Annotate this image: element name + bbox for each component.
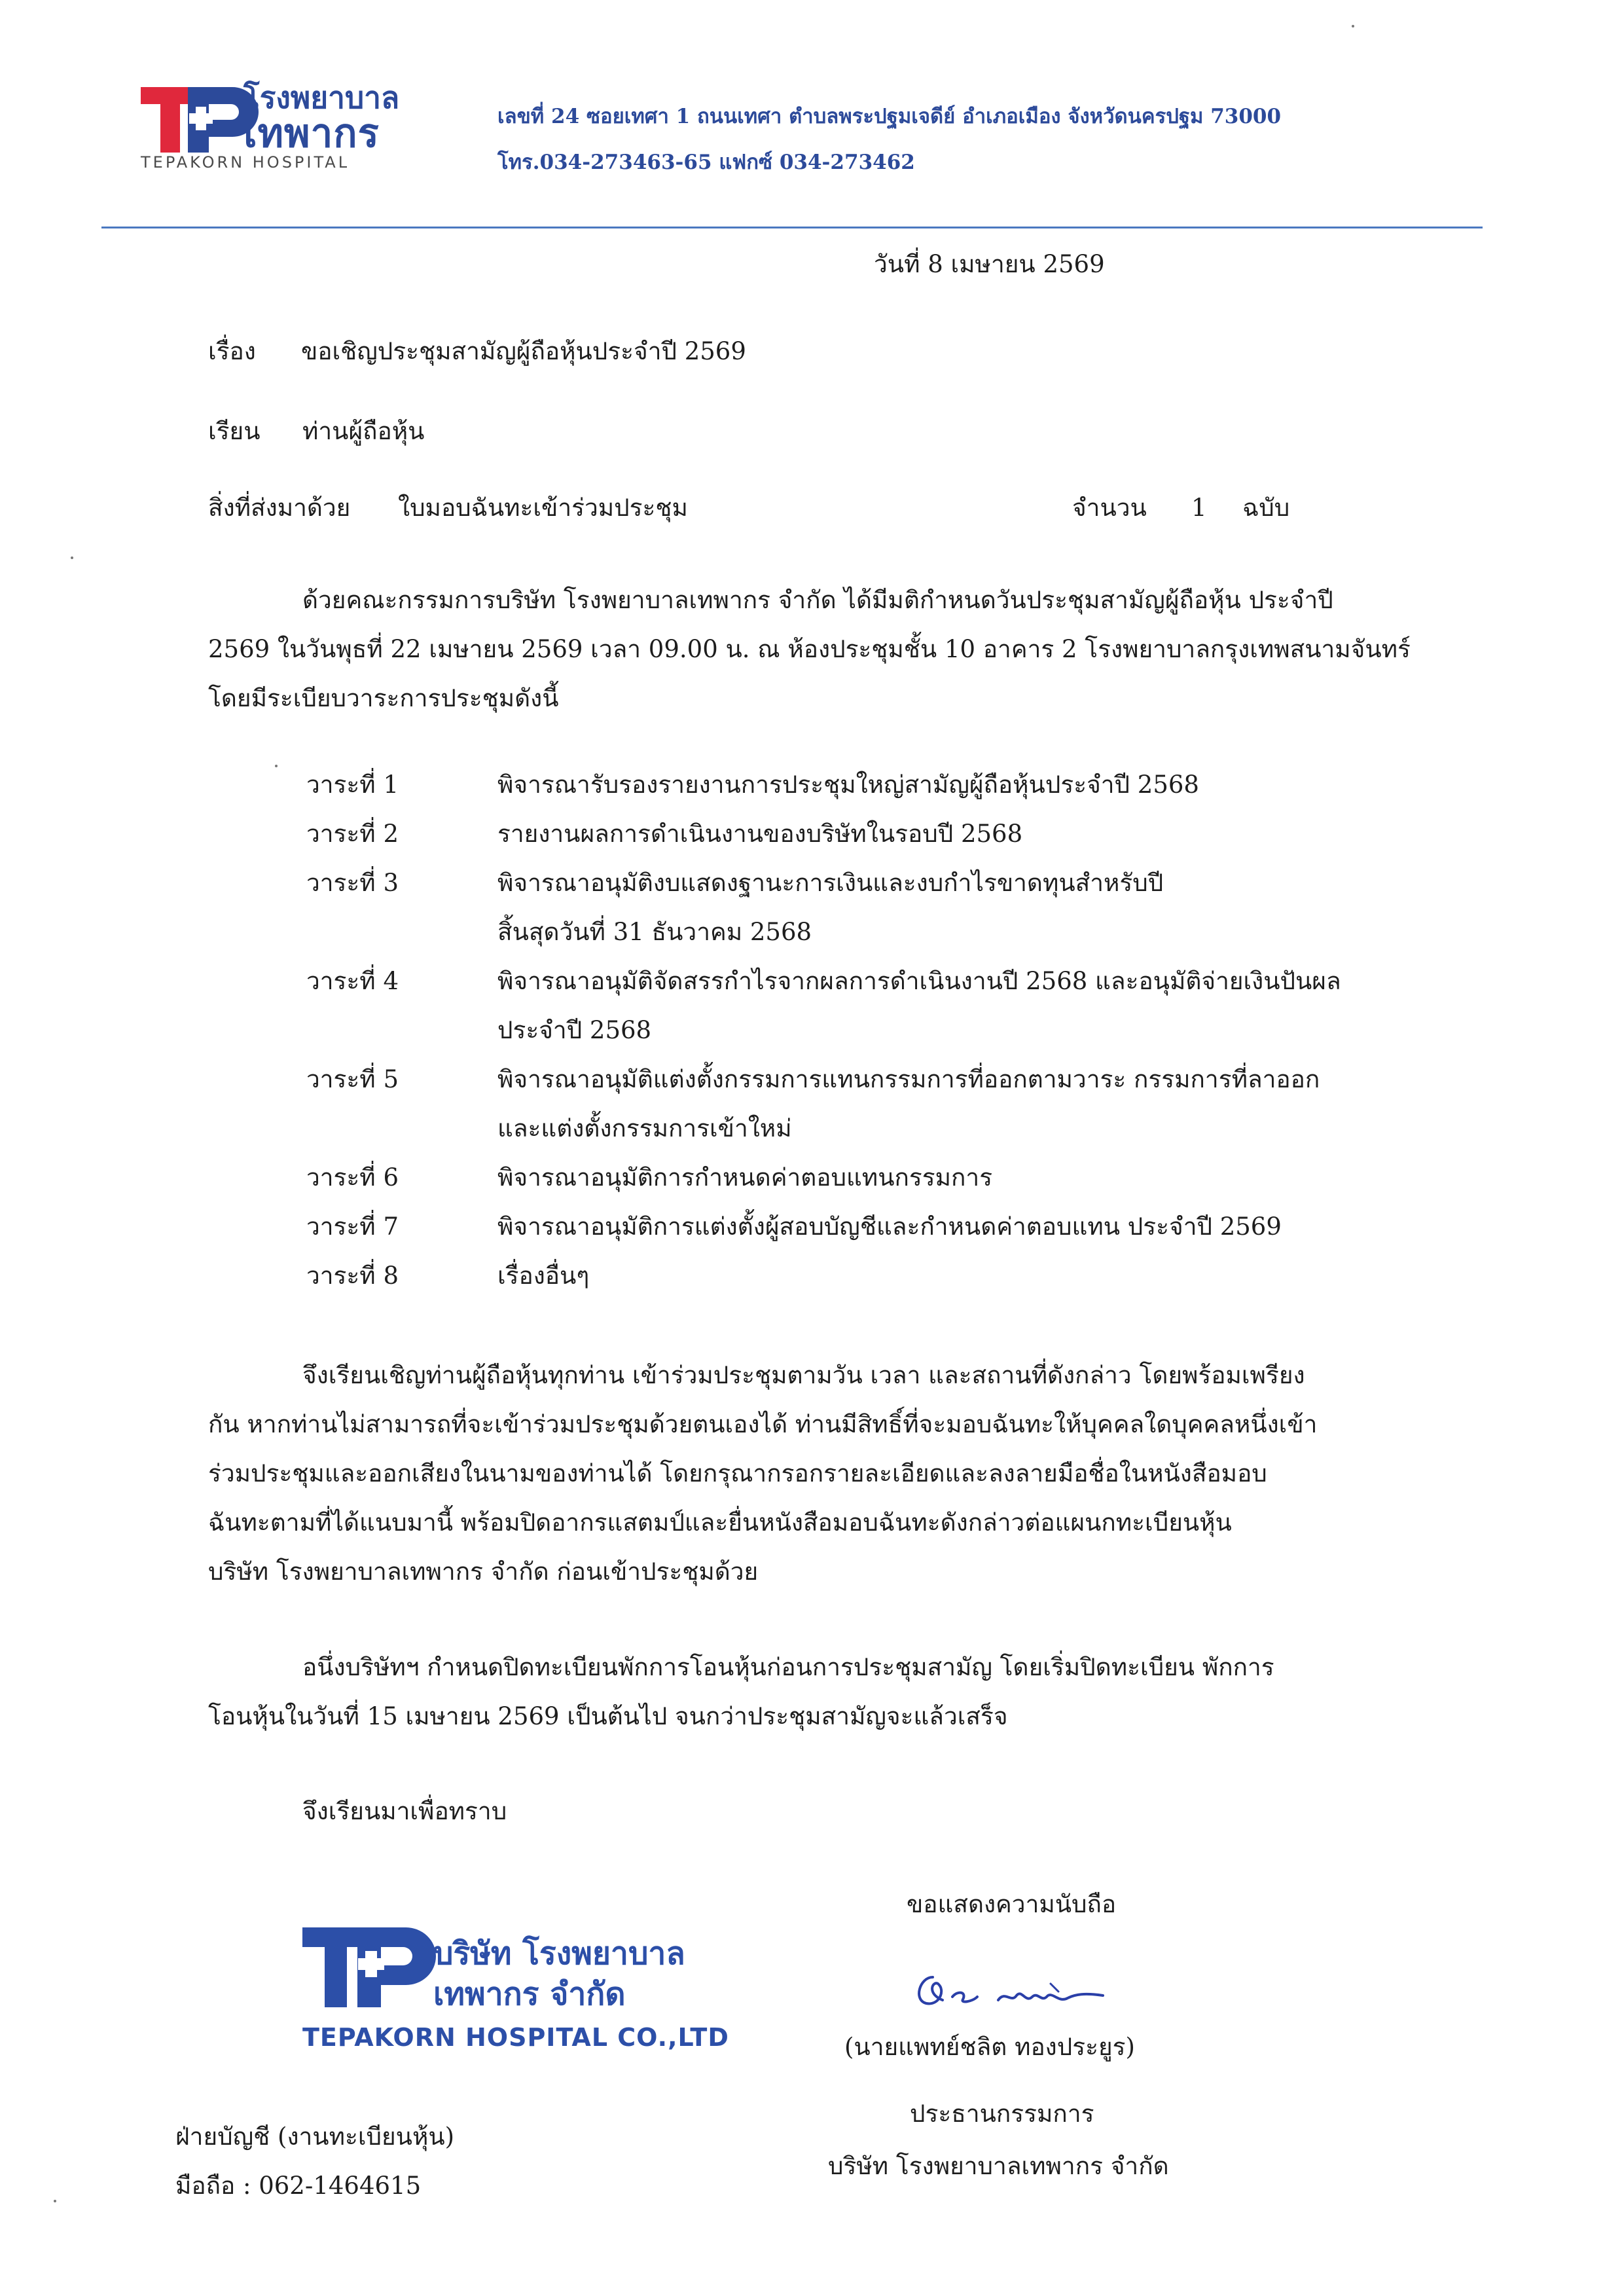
agenda-text: และแต่งตั้งกรรมการเข้าใหม่	[497, 1114, 792, 1142]
agenda-label: วาระที่ 5	[306, 1065, 399, 1093]
para2-line: บริษัท โรงพยาบาลเทพากร จำกัด ก่อนเข้าประชุมด้วย	[208, 1558, 759, 1586]
enclosure-qty: 1	[1191, 494, 1207, 522]
agenda-label: วาระที่ 4	[306, 967, 399, 995]
brand-name-english: TEPAKORN HOSPITAL	[141, 153, 350, 172]
subject-text: ขอเชิญประชุมสามัญผู้ถือหุ้นประจำปี 2569	[301, 337, 746, 365]
header-divider	[101, 227, 1483, 228]
agenda-text: เรื่องอื่นๆ	[497, 1262, 590, 1290]
scan-speck	[54, 2200, 56, 2202]
enclosure-qty-label: จำนวน	[1072, 494, 1147, 522]
brand-name-line2: เทพากร	[243, 111, 380, 156]
para1-line: 2569 ในวันพุธที่ 22 เมษายน 2569 เวลา 09.00 น. ณ ห้องประชุมชั้น 10 อาคาร 2 โรงพยาบาลกรุงเทพสนามจันทร์	[208, 635, 1411, 663]
para2-line: ฉันทะตามที่ได้แนบมานี้ พร้อมปิดอากรแสตมป์และยื่นหนังสือมอบฉันทะดังกล่าวต่อแผนกทะเบียนหุ้น	[208, 1508, 1232, 1537]
signatory-name: (นายแพทย์ชลิต ทองประยูร)	[844, 2033, 1135, 2061]
signatory-title: ประธานกรรมการ	[910, 2100, 1094, 2128]
regards-text: ขอแสดงความนับถือ	[907, 1890, 1117, 1918]
agenda-label: วาระที่ 3	[306, 869, 399, 897]
enclosure-text: ใบมอบฉันทะเข้าร่วมประชุม	[398, 494, 688, 522]
company-stamp-name	[433, 1935, 685, 2013]
agenda-text: พิจารณาอนุมัติงบแสดงฐานะการเงินและงบกำไรขาดทุนสำหรับปี	[497, 869, 1164, 897]
handwritten-signature	[907, 1964, 1129, 2023]
recipient-label: เรียน	[208, 417, 261, 445]
agenda-label: วาระที่ 6	[306, 1163, 399, 1192]
brand-name-line1: โรงพยาบาล	[243, 80, 400, 115]
agenda-text: พิจารณารับรองรายงานการประชุมใหญ่สามัญผู้ถือหุ้นประจำปี 2568	[497, 771, 1199, 799]
scan-speck	[1352, 25, 1354, 27]
hospital-contact: โทร.034-273463-65 แฟกซ์ 034-273462	[497, 151, 915, 174]
para3-line: โอนหุ้นในวันที่ 15 เมษายน 2569 เป็นต้นไป จนกว่าประชุมสามัญจะแล้วเสร็จ	[208, 1702, 1008, 1730]
agenda-text: พิจารณาอนุมัติจัดสรรกำไรจากผลการดำเนินงานปี 2568 และอนุมัติจ่ายเงินปันผล	[497, 967, 1341, 995]
signatory-company: บริษัท โรงพยาบาลเทพากร จำกัด	[828, 2152, 1169, 2180]
closing-line: จึงเรียนมาเพื่อทราบ	[302, 1797, 507, 1825]
company-stamp-logo	[302, 1925, 440, 2010]
agenda-label: วาระที่ 2	[306, 820, 399, 848]
footer-department: ฝ่ายบัญชี (งานทะเบียนหุ้น)	[175, 2123, 455, 2151]
para1-line: ด้วยคณะกรรมการบริษัท โรงพยาบาลเทพากร จำกัด ได้มีมติกำหนดวันประชุมสามัญผู้ถือหุ้น ประจำปี	[302, 586, 1333, 614]
para2-line: จึงเรียนเชิญท่านผู้ถือหุ้นทุกท่าน เข้าร่วมประชุมตามวัน เวลา และสถานที่ดังกล่าว โดยพร้อมเพรียง	[302, 1361, 1305, 1389]
scan-speck	[275, 765, 278, 767]
brand-name-thai	[243, 80, 400, 156]
enclosure-unit: ฉบับ	[1242, 494, 1290, 522]
agenda-text: ประจำปี 2568	[497, 1016, 652, 1044]
agenda-label: วาระที่ 1	[306, 771, 399, 799]
agenda-text: พิจารณาอนุมัติแต่งตั้งกรรมการแทนกรรมการที่ออกตามวาระ กรรมการที่ลาออก	[497, 1065, 1320, 1093]
agenda-text: พิจารณาอนุมัติการแต่งตั้งผู้สอบบัญชีและกำหนดค่าตอบแทน ประจำปี 2569	[497, 1212, 1282, 1241]
para2-line: ร่วมประชุมและออกเสียงในนามของท่านได้ โดยกรุณากรอกรายละเอียดและลงลายมือชื่อในหนังสือมอบ	[208, 1459, 1267, 1487]
hospital-address: เลขที่ 24 ซอยเทศา 1 ถนนเทศา ตำบลพระปฐมเจดีย์ อำเภอเมือง จังหวัดนครปฐม 73000	[497, 105, 1282, 128]
para3-line: อนึ่งบริษัทฯ กำหนดปิดทะเบียนพักการโอนหุ้นก่อนการประชุมสามัญ โดยเริ่มปิดทะเบียน พักการ	[302, 1653, 1274, 1681]
agenda-label: วาระที่ 8	[306, 1262, 399, 1290]
agenda-text: พิจารณาอนุมัติการกำหนดค่าตอบแทนกรรมการ	[497, 1163, 993, 1192]
agenda-label: วาระที่ 7	[306, 1212, 399, 1241]
recipient-text: ท่านผู้ถือหุ้น	[302, 417, 425, 445]
letter-date: วันที่ 8 เมษายน 2569	[874, 250, 1105, 278]
agenda-text: รายงานผลการดำเนินงานของบริษัทในรอบปี 2568	[497, 820, 1023, 848]
scan-speck	[71, 556, 73, 559]
stamp-name-line2: เทพากร จำกัด	[433, 1976, 626, 2013]
company-stamp-english: TEPAKORN HOSPITAL CO.,LTD	[302, 2023, 729, 2052]
enclosure-label: สิ่งที่ส่งมาด้วย	[208, 494, 351, 522]
subject-label: เรื่อง	[208, 337, 256, 365]
agenda-text: สิ้นสุดวันที่ 31 ธันวาคม 2568	[497, 918, 812, 946]
stamp-name-line1: บริษัท โรงพยาบาล	[433, 1935, 685, 1972]
para2-line: กัน หากท่านไม่สามารถที่จะเข้าร่วมประชุมด้วยตนเองได้ ท่านมีสิทธิ์ที่จะมอบฉันทะให้บุคคลใดบุคคลหนึ่งเข้า	[208, 1410, 1318, 1438]
footer-mobile: มือถือ : 062-1464615	[175, 2172, 422, 2200]
para1-line: โดยมีระเบียบวาระการประชุมดังนี้	[208, 684, 559, 712]
